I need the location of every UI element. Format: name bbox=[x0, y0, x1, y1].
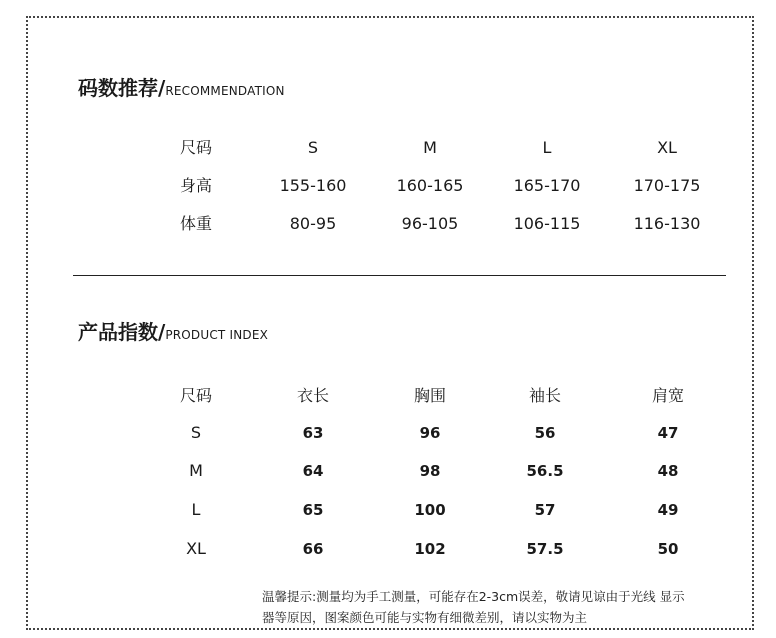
recommendation-row bbox=[0, 136, 776, 160]
measurement-value: 50 bbox=[657, 540, 679, 558]
size-label: XL bbox=[186, 539, 206, 558]
column-header: 袖长 bbox=[528, 386, 562, 405]
column-header: 衣长 bbox=[296, 386, 330, 405]
section-divider bbox=[73, 275, 726, 276]
product-index-row bbox=[0, 498, 776, 522]
recommendation-heading bbox=[78, 72, 285, 101]
size-value: 155-160 bbox=[279, 176, 347, 195]
size-value: 116-130 bbox=[633, 214, 701, 233]
column-header: 胸围 bbox=[413, 386, 447, 405]
size-value: 165-170 bbox=[513, 176, 581, 195]
measurement-value: 66 bbox=[302, 540, 324, 558]
size-value: XL bbox=[657, 138, 677, 157]
recommendation-row bbox=[0, 212, 776, 236]
size-label: M bbox=[189, 461, 203, 480]
measurement-value: 48 bbox=[657, 462, 679, 480]
measurement-value: 47 bbox=[657, 424, 679, 442]
size-value: M bbox=[423, 138, 437, 157]
size-label: S bbox=[190, 423, 202, 442]
column-header: 肩宽 bbox=[651, 386, 685, 405]
row-label: 身高 bbox=[179, 176, 213, 195]
product-index-header-row bbox=[0, 384, 776, 408]
product-index-title-cn: 产品指数/ bbox=[78, 320, 166, 344]
measurement-value: 56.5 bbox=[526, 462, 564, 480]
measurement-value: 64 bbox=[302, 462, 324, 480]
product-index-heading bbox=[78, 316, 268, 345]
size-label: L bbox=[191, 500, 201, 519]
measurement-value: 96 bbox=[419, 424, 441, 442]
notice-line-1: 温馨提示:测量均为手工测量，可能存在2-3cm误差，敬请见谅由于光线 显示 bbox=[262, 589, 685, 604]
row-label: 体重 bbox=[179, 214, 213, 233]
product-index-row bbox=[0, 459, 776, 483]
size-value: 106-115 bbox=[513, 214, 581, 233]
measurement-value: 65 bbox=[302, 501, 324, 519]
recommendation-title-en: RECOMMENDATION bbox=[165, 84, 285, 98]
measurement-value: 49 bbox=[657, 501, 679, 519]
size-value: 96-105 bbox=[401, 214, 459, 233]
measurement-value: 57.5 bbox=[526, 540, 564, 558]
measurement-value: 57 bbox=[534, 501, 556, 519]
measurement-value: 102 bbox=[414, 540, 446, 558]
notice-line-2: 器等原因，图案颜色可能与实物有细微差别，请以实物为主 bbox=[262, 610, 588, 625]
size-value: S bbox=[307, 138, 319, 157]
product-index-title-en: PRODUCT INDEX bbox=[165, 328, 269, 342]
row-label: 尺码 bbox=[179, 138, 213, 157]
size-value: 170-175 bbox=[633, 176, 701, 195]
recommendation-row bbox=[0, 174, 776, 198]
column-header: 尺码 bbox=[179, 386, 213, 405]
recommendation-title-cn: 码数推荐/ bbox=[78, 76, 166, 100]
measurement-value: 100 bbox=[414, 501, 446, 519]
size-value: 160-165 bbox=[396, 176, 464, 195]
notice-text bbox=[262, 586, 732, 628]
size-value: 80-95 bbox=[289, 214, 337, 233]
measurement-value: 63 bbox=[302, 424, 324, 442]
product-index-row bbox=[0, 421, 776, 445]
measurement-value: 56 bbox=[534, 424, 556, 442]
measurement-value: 98 bbox=[419, 462, 441, 480]
size-value: L bbox=[542, 138, 552, 157]
product-index-row bbox=[0, 537, 776, 561]
